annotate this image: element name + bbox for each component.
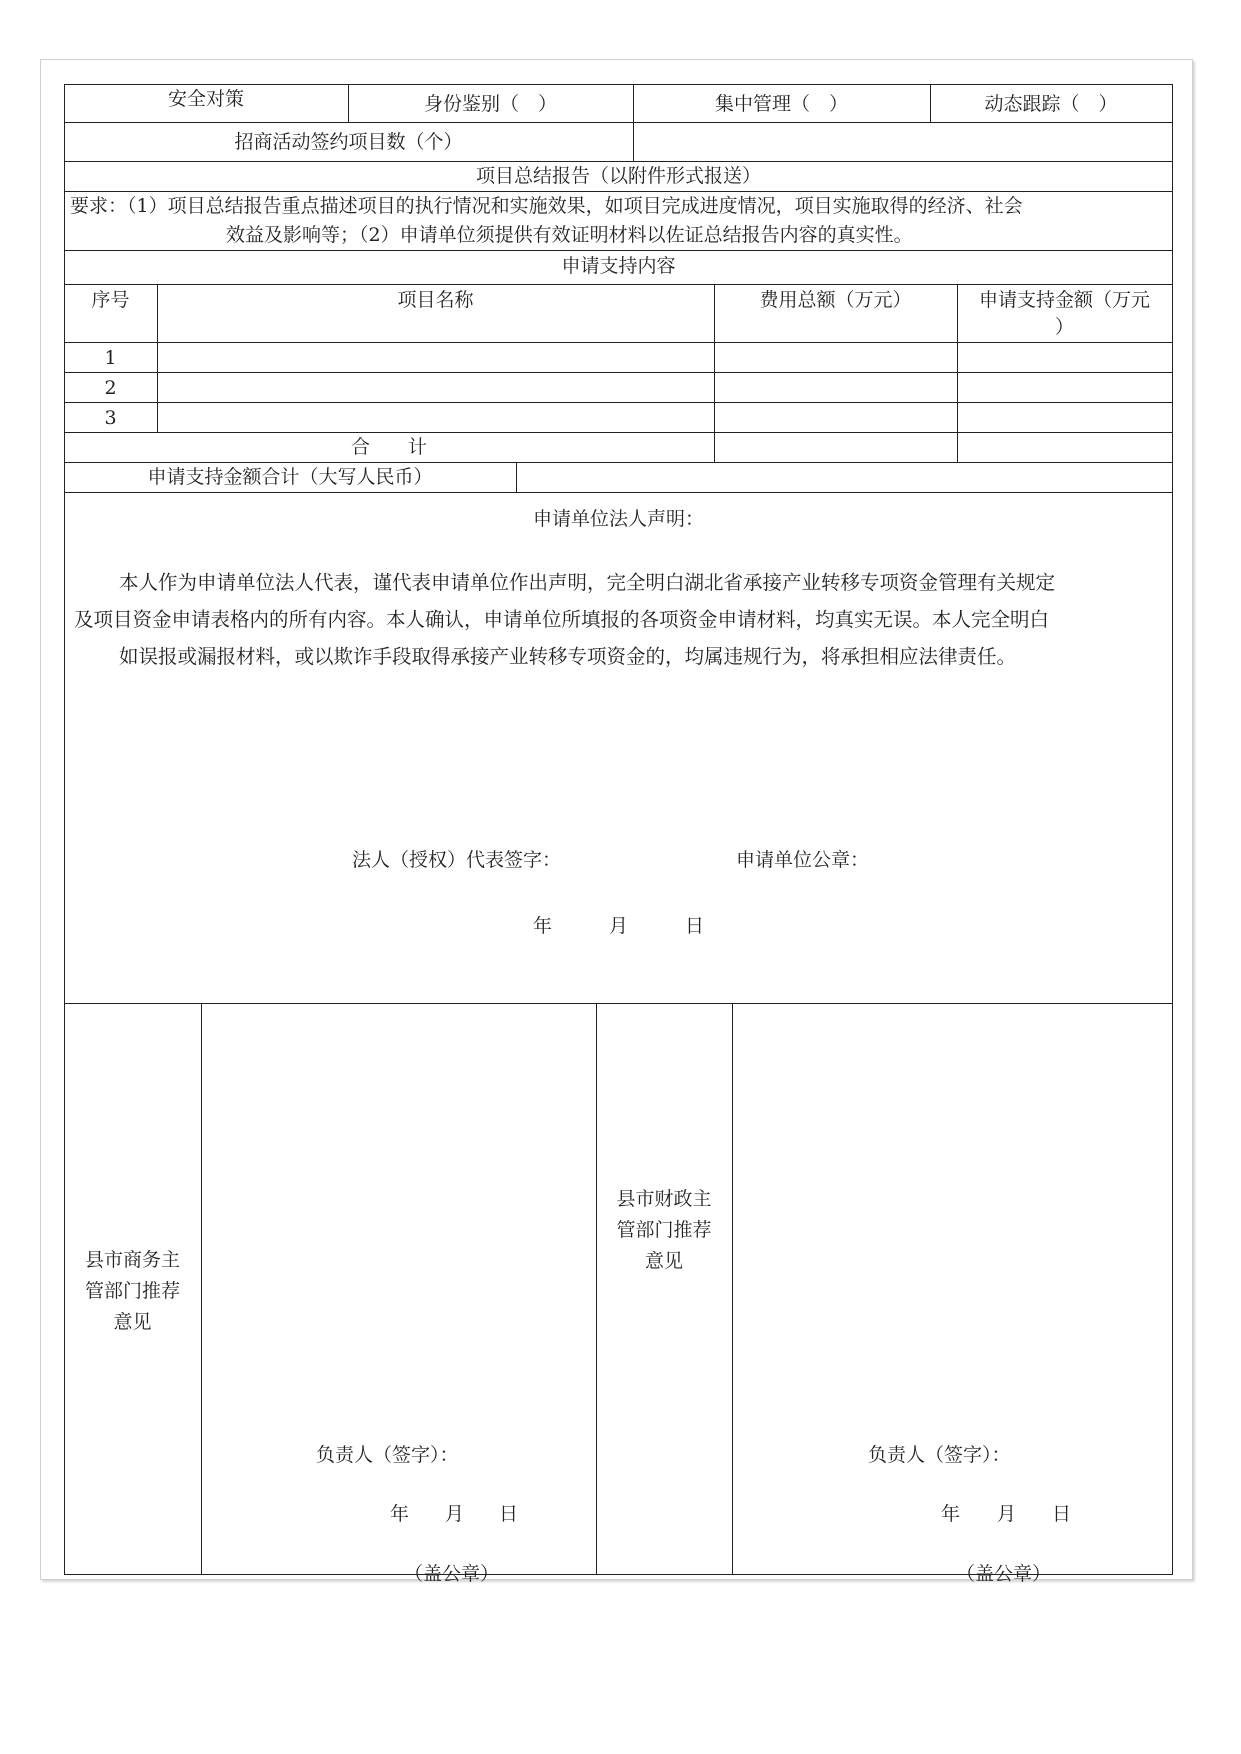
col-header-project-name: 项目名称: [397, 289, 474, 311]
table-border-right: [1172, 84, 1173, 1575]
row-divider: [64, 492, 1173, 493]
commerce-date-year: 年: [390, 1503, 410, 1525]
signed-projects-label: 招商活动签约项目数（个）: [234, 131, 463, 153]
commerce-dept-label: [64, 1245, 201, 1338]
finance-label-line: 管部门推荐: [616, 1219, 712, 1241]
identity-check-option[interactable]: 身份鉴别（ ）: [423, 93, 557, 115]
col-header-seq: 序号: [91, 289, 130, 311]
total-row-label: 合 计: [350, 436, 427, 458]
applicant-seal-label: 申请单位公章：: [736, 849, 870, 871]
total-cost-sum-cell[interactable]: [715, 433, 957, 462]
finance-opinion-field[interactable]: [733, 1004, 1172, 1344]
col-header-support-amount: 申请支持金额（万元: [978, 289, 1150, 311]
table-row-seq: 1: [104, 347, 117, 369]
commerce-label-line: 意见: [113, 1311, 152, 1333]
support-content-title: 申请支持内容: [561, 255, 676, 277]
col-header-support-amount-cont: ）: [1054, 316, 1074, 338]
declaration-date-year: 年: [533, 915, 553, 937]
row-divider: [64, 191, 1173, 192]
col-header-total-cost: 费用总额（万元）: [759, 289, 912, 311]
legal-rep-signature-label: 法人（授权）代表签字：: [352, 849, 562, 871]
security-measures-label: 安全对策: [167, 88, 244, 110]
commerce-stamp-label: （盖公章）: [404, 1563, 500, 1585]
commerce-label-line: 管部门推荐: [84, 1280, 180, 1302]
finance-stamp-label: （盖公章）: [956, 1563, 1052, 1585]
table-border-top: [64, 84, 1173, 85]
signed-projects-field[interactable]: [634, 123, 1172, 161]
declaration-text-line1: 本人作为申请单位法人代表，谨代表申请单位作出声明，完全明白湖北省承接产业转移专项资金管理有关规定: [119, 571, 1056, 594]
commerce-label-line: 县市商务主: [84, 1249, 180, 1271]
project-name-cell[interactable]: [158, 403, 714, 432]
capital-amount-field[interactable]: [517, 463, 1172, 492]
finance-dept-label: [596, 1184, 732, 1277]
finance-label-line: 县市财政主: [616, 1188, 712, 1210]
finance-responsible-label: 负责人（签字）：: [868, 1444, 1011, 1466]
application-form-table: [64, 84, 1173, 1585]
declaration-date-day: 日: [685, 915, 705, 937]
summary-report-title: 项目总结报告（以附件形式报送）: [475, 165, 761, 187]
commerce-date-month: 月: [445, 1503, 465, 1525]
dynamic-tracking-option[interactable]: 动态跟踪（ ）: [984, 93, 1118, 115]
row-divider: [64, 250, 1173, 251]
finance-date-year: 年: [941, 1503, 961, 1525]
finance-date-day: 日: [1052, 1503, 1072, 1525]
central-management-option[interactable]: 集中管理（ ）: [714, 93, 848, 115]
declaration-text-line2: 及项目资金申请表格内的所有内容。本人确认，申请单位所填报的各项资金申请材料，均真实无误。本人完全明白: [74, 608, 1050, 631]
commerce-responsible-label: 负责人（签字）：: [316, 1444, 459, 1466]
row-divider: [64, 284, 1173, 285]
summary-requirement-line2: 效益及影响等；（2）申请单位须提供有效证明材料以佐证总结报告内容的真实性。: [226, 224, 913, 246]
capital-amount-label: 申请支持金额合计（大写人民币）: [147, 466, 433, 488]
summary-requirement-line1: 要求：（1）项目总结报告重点描述项目的执行情况和实施效果，如项目完成进度情况，项目实施取得的经济、社会: [70, 195, 1023, 217]
declaration-title: 申请单位法人声明：: [532, 508, 704, 530]
project-name-cell[interactable]: [158, 373, 714, 402]
project-name-cell[interactable]: [158, 343, 714, 372]
commerce-date-day: 日: [499, 1503, 519, 1525]
table-row-seq: 3: [104, 407, 117, 429]
declaration-date-month: 月: [609, 915, 629, 937]
column-divider: [596, 1003, 597, 1575]
row-divider: [64, 161, 1173, 162]
commerce-opinion-field[interactable]: [202, 1004, 596, 1344]
table-row-seq: 2: [104, 377, 117, 399]
finance-date-month: 月: [997, 1503, 1017, 1525]
total-support-sum-cell[interactable]: [958, 433, 1172, 462]
declaration-text-line3: 如误报或漏报材料，或以欺诈手段取得承接产业转移专项资金的，均属违规行为，将承担相应法律责任。: [119, 645, 1017, 668]
finance-label-line: 意见: [644, 1250, 683, 1272]
